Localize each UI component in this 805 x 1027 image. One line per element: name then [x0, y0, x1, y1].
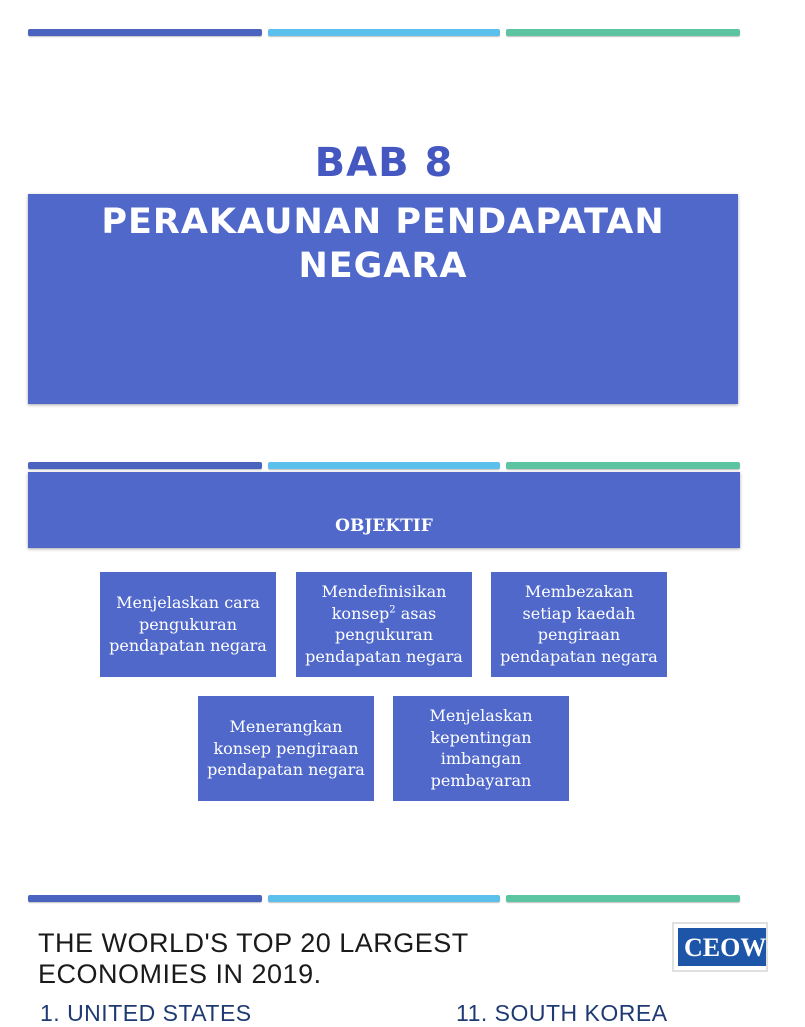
card-line: Menjelaskan — [429, 706, 533, 725]
card-line: Membezakan — [524, 582, 634, 601]
decor-bar-light-blue — [268, 462, 500, 469]
decor-bar-blue — [28, 462, 262, 469]
decor-bar-light-blue — [268, 29, 500, 36]
bottom-decor-bars — [28, 895, 740, 902]
card-line: konsep pengiraan — [213, 738, 359, 758]
card-line — [305, 603, 463, 625]
middle-decor-bars — [28, 462, 740, 469]
economies-heading-line-2: ECONOMIES IN 2019. — [38, 959, 322, 989]
decor-bar-green — [506, 29, 740, 36]
card-line: Menerangkan — [229, 717, 343, 737]
card-line: kepentingan — [430, 727, 532, 747]
top-decor-bars — [28, 29, 740, 36]
superscript: 2 — [389, 604, 396, 616]
objective-card-4 — [198, 696, 374, 801]
subtitle-box — [28, 194, 738, 404]
objective-card-1 — [100, 572, 276, 677]
subtitle — [28, 200, 738, 288]
card-line: imbangan — [440, 749, 522, 768]
card-text: asas — [395, 603, 437, 623]
card-text: konsep — [331, 603, 390, 623]
slide-title: BAB 8 — [314, 140, 454, 186]
rank-item-11: 11. SOUTH KOREA — [456, 1000, 668, 1026]
objective-card-2 — [296, 572, 472, 677]
economies-heading-line-1: THE WORLD'S TOP 20 LARGEST — [38, 928, 469, 958]
decor-bar-blue — [28, 895, 262, 902]
card-line: pendapatan negara — [305, 646, 463, 666]
card-line: pendapatan negara — [109, 636, 267, 656]
subtitle-line-1: PERAKAUNAN PENDAPATAN — [101, 202, 665, 242]
objective-card-3 — [491, 572, 667, 677]
card-line: pengukuran — [138, 614, 238, 634]
decor-bar-green — [506, 895, 740, 902]
decor-bar-green — [506, 462, 740, 469]
objective-header: OBJEKTIF — [28, 472, 740, 548]
card-line: pengukuran — [334, 625, 434, 644]
card-line: pembayaran — [430, 770, 532, 790]
ceoworld-logo — [672, 922, 805, 972]
card-line: pendapatan negara — [500, 646, 658, 666]
subtitle-line-2: NEGARA — [298, 246, 468, 286]
rank-item-1: 1. UNITED STATES — [40, 1000, 252, 1026]
logo-text: CEOWOR — [678, 928, 766, 966]
decor-bar-blue — [28, 29, 262, 36]
economies-heading — [38, 928, 658, 990]
card-line: Mendefinisikan — [321, 582, 447, 601]
card-line: pendapatan negara — [207, 760, 365, 780]
card-line: setiap kaedah — [522, 603, 636, 623]
card-line: Menjelaskan cara — [116, 593, 260, 613]
objective-card-5 — [393, 696, 569, 801]
card-line: pengiraan — [537, 625, 621, 644]
decor-bar-light-blue — [268, 895, 500, 902]
